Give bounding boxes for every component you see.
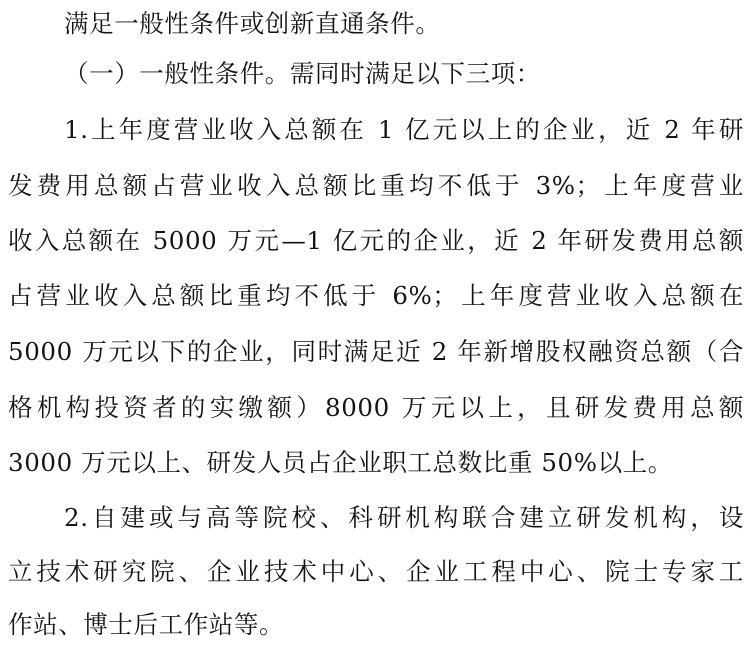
item-1-line-2: 发费用总额占营业收入总额比重均不低于 3%；上年度营业 xyxy=(8,171,744,200)
item-2-line-3: 作站、博士后工作站等。 xyxy=(8,610,285,639)
item-1-line-5: 5000 万元以下的企业，同时满足近 2 年新增股权融资总额（合 xyxy=(8,337,744,366)
item-1-line-3: 收入总额在 5000 万元—1 亿元的企业，近 2 年研发费用总额 xyxy=(8,226,744,255)
item-1-line-6: 格机构投资者的实缴额）8000 万元以上，且研发费用总额 xyxy=(8,393,744,422)
item-1-line-7: 3000 万元以上、研发人员占企业职工总数比重 50%以上。 xyxy=(8,448,673,477)
item-1-line-4: 占营业收入总额比重均不低于 6%；上年度营业收入总额在 xyxy=(8,281,744,310)
text-line-1: 满足一般性条件或创新直通条件。 xyxy=(64,9,441,38)
section-heading-general-conditions: （一）一般性条件。需同时满足以下三项： xyxy=(64,59,541,88)
item-1-line-1: 1.上年度营业收入总额在 1 亿元以上的企业，近 2 年研 xyxy=(64,115,744,144)
item-2-line-1: 2.自建或与高等院校、科研机构联合建立研发机构，设 xyxy=(64,503,744,532)
item-2-line-2: 立技术研究院、企业技术中心、企业工程中心、院士专家工 xyxy=(8,557,744,586)
